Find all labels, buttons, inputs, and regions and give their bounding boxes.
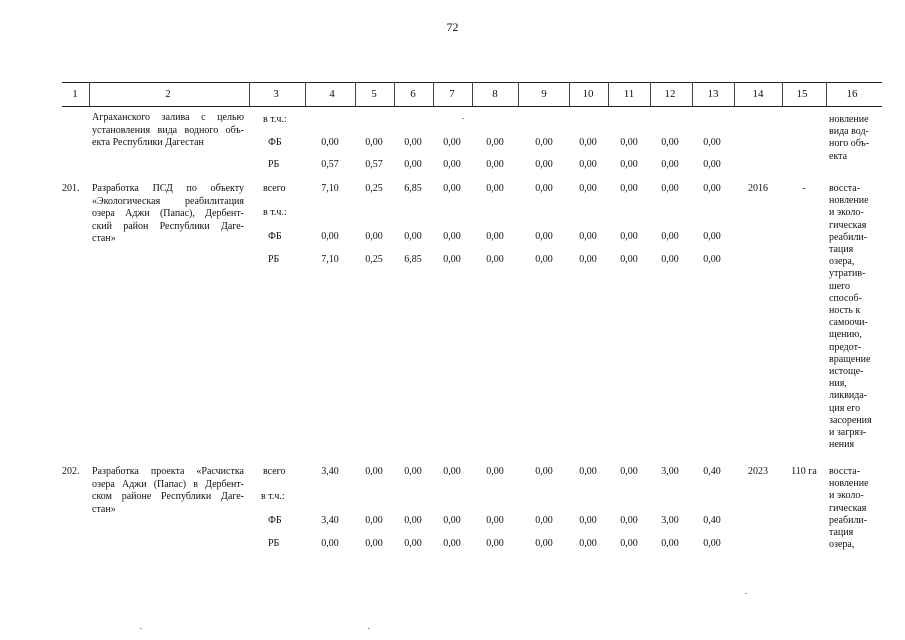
amount-cell: 0,00 bbox=[579, 137, 597, 148]
header-column-number: 6 bbox=[410, 88, 416, 100]
note-line: способ- bbox=[829, 292, 862, 304]
funding-source-label: ФБ bbox=[268, 231, 282, 242]
amount-cell: 0,00 bbox=[365, 231, 383, 242]
amount-cell: 0,00 bbox=[703, 538, 721, 549]
funding-source-label: всего bbox=[263, 466, 286, 477]
amount-cell: 3,00 bbox=[661, 515, 679, 526]
amount-cell: 0,00 bbox=[579, 183, 597, 194]
amount-cell: 0,00 bbox=[486, 254, 504, 265]
row-number: 201. bbox=[62, 183, 80, 194]
amount-cell: 6,85 bbox=[404, 254, 422, 265]
year-cell: 2016 bbox=[748, 183, 768, 194]
note-line: озера, bbox=[829, 256, 855, 268]
amount-cell: 0,00 bbox=[661, 538, 679, 549]
amount-cell: 0,00 bbox=[620, 254, 638, 265]
note-line: самоочи- bbox=[829, 317, 868, 329]
scan-speck bbox=[140, 628, 142, 629]
header-column-divider bbox=[650, 82, 651, 106]
amount-cell: 0,00 bbox=[443, 254, 461, 265]
note-line: и загряз- bbox=[829, 427, 867, 439]
amount-cell: 0,00 bbox=[535, 231, 553, 242]
description-line: екта Республики Дагестан bbox=[92, 137, 204, 148]
description-line: озера Аджи (Папас) в Дербент- bbox=[92, 478, 244, 490]
header-column-number: 15 bbox=[796, 88, 808, 100]
funding-source-label: всего bbox=[263, 183, 286, 194]
amount-cell: 0,00 bbox=[365, 515, 383, 526]
scan-speck bbox=[368, 628, 370, 629]
amount-cell: 0,00 bbox=[703, 137, 721, 148]
amount-cell: 0,00 bbox=[661, 183, 679, 194]
amount-cell: 0,00 bbox=[620, 466, 638, 477]
amount-cell: 0,00 bbox=[620, 137, 638, 148]
description-line: Разработка ПСД по объекту bbox=[92, 183, 244, 194]
header-column-number: 5 bbox=[371, 88, 377, 100]
amount-cell: 0,00 bbox=[443, 515, 461, 526]
header-column-number: 8 bbox=[492, 88, 498, 100]
header-column-divider bbox=[782, 82, 783, 106]
description-line: Разработка проекта «Расчистка bbox=[92, 466, 244, 477]
header-column-divider bbox=[734, 82, 735, 106]
header-column-number: 10 bbox=[582, 88, 594, 100]
note-line: засорения bbox=[829, 414, 872, 426]
amount-cell: 0,57 bbox=[365, 159, 383, 170]
amount-cell: 0,57 bbox=[321, 159, 339, 170]
page-number: 72 bbox=[446, 20, 459, 34]
description-line: ском районе Республики Даге- bbox=[92, 491, 244, 502]
capacity-cell: 110 га bbox=[791, 466, 817, 477]
amount-cell: 3,40 bbox=[321, 515, 339, 526]
note-line: утратив- bbox=[829, 268, 866, 280]
amount-cell: 0,00 bbox=[579, 515, 597, 526]
note-line: восста- bbox=[829, 466, 861, 477]
note-line: шего bbox=[829, 280, 850, 292]
header-column-divider bbox=[394, 82, 395, 106]
amount-cell: 0,00 bbox=[535, 254, 553, 265]
amount-cell: 0,00 bbox=[365, 538, 383, 549]
header-column-divider bbox=[608, 82, 609, 106]
amount-cell: 0,00 bbox=[661, 137, 679, 148]
amount-cell: 0,40 bbox=[703, 466, 721, 477]
scan-speck bbox=[745, 593, 747, 594]
amount-cell: 0,00 bbox=[620, 159, 638, 170]
row-description bbox=[92, 183, 244, 246]
amount-cell: 0,00 bbox=[404, 137, 422, 148]
note-line: тация bbox=[829, 244, 854, 256]
description-line: Аграханского залива с целью bbox=[92, 112, 244, 123]
funding-source-label: в т.ч.: bbox=[263, 114, 287, 125]
description-line: озера Аджи (Папас), Дербент- bbox=[92, 208, 244, 219]
amount-cell: 0,00 bbox=[321, 137, 339, 148]
note-line: ния, bbox=[829, 378, 847, 390]
note-line: новление bbox=[829, 195, 869, 207]
amount-cell: 7,10 bbox=[321, 254, 339, 265]
amount-cell: 0,00 bbox=[703, 231, 721, 242]
amount-cell: 0,00 bbox=[579, 254, 597, 265]
header-column-number: 16 bbox=[846, 88, 858, 100]
header-column-divider bbox=[305, 82, 306, 106]
note-line: реабили- bbox=[829, 231, 868, 243]
note-line: восста- bbox=[829, 183, 861, 194]
amount-cell: 0,00 bbox=[404, 231, 422, 242]
amount-cell: 0,00 bbox=[404, 159, 422, 170]
header-bottom-rule bbox=[62, 106, 882, 107]
description-line: установления вида водного объ- bbox=[92, 124, 244, 136]
amount-cell: 7,10 bbox=[321, 183, 339, 194]
note-line: и эколо- bbox=[829, 207, 864, 219]
amount-cell: 0,00 bbox=[443, 231, 461, 242]
header-column-number: 9 bbox=[541, 88, 547, 100]
result-note bbox=[829, 466, 879, 551]
header-column-divider bbox=[569, 82, 570, 106]
description-line: ский район Республики Даге- bbox=[92, 220, 244, 232]
amount-cell: 0,00 bbox=[620, 515, 638, 526]
amount-cell: 0,00 bbox=[703, 183, 721, 194]
note-line: щению, bbox=[829, 329, 862, 341]
header-column-number: 13 bbox=[707, 88, 719, 100]
funding-source-label: ФБ bbox=[268, 515, 282, 526]
funding-source-label: в т.ч.: bbox=[261, 491, 285, 502]
amount-cell: 0,00 bbox=[486, 159, 504, 170]
amount-cell: 0,00 bbox=[535, 159, 553, 170]
amount-cell: 0,00 bbox=[661, 231, 679, 242]
note-line: вида вод- bbox=[829, 126, 869, 138]
note-line: предот- bbox=[829, 341, 862, 353]
note-line: новление bbox=[829, 478, 869, 490]
header-column-divider bbox=[433, 82, 434, 106]
funding-source-label: в т.ч.: bbox=[263, 207, 287, 218]
note-line: истоще- bbox=[829, 366, 864, 378]
description-line: «Экологическая реабилитация bbox=[92, 195, 244, 207]
note-line: ция его bbox=[829, 402, 861, 414]
amount-cell: 0,00 bbox=[579, 231, 597, 242]
amount-cell: 0,00 bbox=[486, 137, 504, 148]
funding-source-label: РБ bbox=[268, 538, 280, 549]
amount-cell: 0,00 bbox=[404, 466, 422, 477]
description-line: стан» bbox=[92, 503, 116, 515]
note-line: вращение bbox=[829, 353, 871, 365]
amount-cell: 0,00 bbox=[620, 538, 638, 549]
amount-cell: 0,00 bbox=[703, 254, 721, 265]
header-column-number: 1 bbox=[72, 88, 78, 100]
amount-cell: 0,00 bbox=[535, 183, 553, 194]
header-column-number: 4 bbox=[329, 88, 335, 100]
amount-cell: 0,00 bbox=[535, 466, 553, 477]
amount-cell: 0,00 bbox=[620, 231, 638, 242]
amount-cell: 0,00 bbox=[661, 254, 679, 265]
header-column-divider bbox=[355, 82, 356, 106]
amount-cell: 0,00 bbox=[404, 538, 422, 549]
note-line: гическая bbox=[829, 502, 867, 514]
result-note bbox=[829, 114, 879, 163]
amount-cell: 0,00 bbox=[321, 538, 339, 549]
year-cell: 2023 bbox=[748, 466, 768, 477]
amount-cell: 0,00 bbox=[404, 515, 422, 526]
row-description bbox=[92, 466, 244, 516]
funding-source-label: РБ bbox=[268, 159, 280, 170]
amount-cell: 0,00 bbox=[321, 231, 339, 242]
header-column-number: 3 bbox=[273, 88, 279, 100]
description-line: стан» bbox=[92, 233, 116, 244]
note-line: нения bbox=[829, 439, 855, 451]
note-line: ность к bbox=[829, 305, 861, 317]
funding-source-label: РБ bbox=[268, 254, 280, 265]
header-column-number: 7 bbox=[449, 88, 455, 100]
amount-cell: 0,00 bbox=[443, 466, 461, 477]
amount-cell: 0,00 bbox=[661, 159, 679, 170]
amount-cell: 0,00 bbox=[486, 538, 504, 549]
amount-cell: 0,25 bbox=[365, 183, 383, 194]
amount-cell: 0,40 bbox=[703, 515, 721, 526]
amount-cell: 3,00 bbox=[661, 466, 679, 477]
note-line: тация bbox=[829, 527, 854, 539]
note-line: озера, bbox=[829, 539, 855, 551]
note-line: гическая bbox=[829, 219, 867, 231]
amount-cell: 0,00 bbox=[486, 515, 504, 526]
amount-cell: 0,00 bbox=[579, 159, 597, 170]
amount-cell: 0,00 bbox=[579, 538, 597, 549]
amount-cell: 0,00 bbox=[365, 137, 383, 148]
amount-cell: 0,00 bbox=[486, 183, 504, 194]
note-line: ного объ- bbox=[829, 138, 870, 150]
amount-cell: 0,25 bbox=[365, 254, 383, 265]
header-column-divider bbox=[472, 82, 473, 106]
note-line: новление bbox=[829, 114, 869, 125]
amount-cell: 0,00 bbox=[443, 538, 461, 549]
amount-cell: 0,00 bbox=[443, 137, 461, 148]
amount-cell: 0,00 bbox=[620, 183, 638, 194]
amount-cell: 0,00 bbox=[443, 159, 461, 170]
note-line: и эколо- bbox=[829, 490, 864, 502]
note-line: реабили- bbox=[829, 514, 868, 526]
header-column-divider bbox=[249, 82, 250, 106]
header-column-divider bbox=[826, 82, 827, 106]
row-number: 202. bbox=[62, 466, 80, 477]
header-column-number: 2 bbox=[165, 88, 171, 100]
amount-cell: 0,00 bbox=[535, 137, 553, 148]
note-line: ликвида- bbox=[829, 390, 868, 402]
amount-cell: 0,00 bbox=[703, 159, 721, 170]
amount-cell: 6,85 bbox=[404, 183, 422, 194]
header-column-divider bbox=[518, 82, 519, 106]
amount-cell: 0,00 bbox=[535, 538, 553, 549]
row-description bbox=[92, 112, 244, 150]
amount-cell: 0,00 bbox=[443, 183, 461, 194]
funding-source-label: ФБ bbox=[268, 137, 282, 148]
header-column-number: 11 bbox=[623, 88, 635, 100]
amount-cell: 0,00 bbox=[365, 466, 383, 477]
amount-cell: 3,40 bbox=[321, 466, 339, 477]
header-column-divider bbox=[692, 82, 693, 106]
scan-speck bbox=[462, 118, 464, 119]
note-line: екта bbox=[829, 150, 848, 162]
amount-cell: 0,00 bbox=[535, 515, 553, 526]
amount-cell: 0,00 bbox=[486, 466, 504, 477]
capacity-cell: - bbox=[802, 183, 806, 194]
result-note bbox=[829, 183, 879, 451]
amount-cell: 0,00 bbox=[486, 231, 504, 242]
amount-cell: 0,00 bbox=[579, 466, 597, 477]
header-column-number: 12 bbox=[664, 88, 676, 100]
header-column-number: 14 bbox=[752, 88, 764, 100]
